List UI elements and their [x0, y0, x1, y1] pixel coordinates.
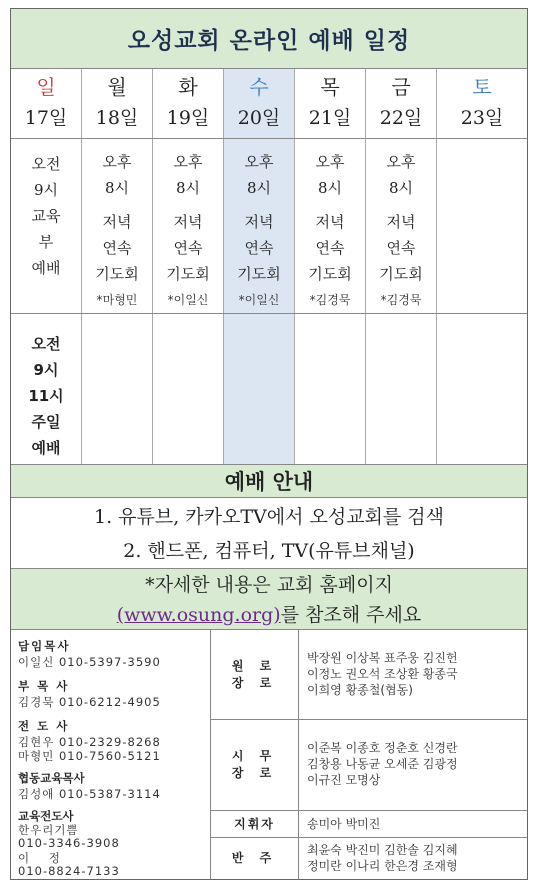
contact-line: 마형민 010-7560-5121	[18, 749, 161, 763]
header-divider	[11, 138, 527, 139]
contact-line: 김경묵 010-6212-4905	[18, 695, 161, 709]
contact-line: 한우리기쁨	[18, 823, 79, 837]
text-line: 기도회	[379, 265, 423, 283]
text-line: 오후	[173, 153, 203, 171]
day-name: 화	[178, 75, 198, 99]
leader-name: *이일신	[167, 293, 209, 307]
committee-names: 이준복 이종호 정춘호 신경란 김창용 나동균 오세준 김광정 이규진 모명상	[307, 741, 458, 787]
contact-line: 김성애 010-5387-3114	[18, 787, 161, 801]
notice-line: *자세한 내용은 교회 홈페이지	[145, 574, 393, 596]
text-line: 저녁	[315, 213, 345, 231]
text-line: 오전	[31, 335, 61, 353]
evening-prayer-cell	[366, 149, 436, 287]
text-line: 오후	[315, 153, 345, 171]
evening-prayer-cell	[153, 149, 223, 287]
guide-items	[11, 498, 527, 568]
staff-directory	[11, 630, 527, 879]
day-column-wed	[224, 69, 295, 464]
role-label: 전 도 사	[18, 719, 70, 733]
leader-name: *김경묵	[309, 293, 351, 307]
day-column-sat	[437, 69, 527, 464]
homepage-notice	[11, 568, 527, 630]
role-label: 협동교육목사	[18, 771, 85, 785]
contact-line: 김현우 010-2329-8268	[18, 735, 161, 749]
page-title: 오성교회 온라인 예배 일정	[11, 9, 527, 69]
notice-line-2	[11, 600, 527, 630]
text-line: 8시	[246, 179, 272, 197]
sunday-education-service	[11, 151, 81, 281]
text-line: 오후	[386, 153, 416, 171]
day-column-sun	[11, 69, 82, 464]
contact-line: 이 정	[18, 851, 61, 865]
evening-prayer-cell	[82, 149, 152, 287]
text-line: 기도회	[237, 265, 281, 283]
text-line: 예배	[31, 259, 61, 277]
committee-row	[211, 811, 527, 838]
text-line: 연속	[386, 239, 416, 257]
text-line: 오후	[244, 153, 274, 171]
text-line: 기도회	[166, 265, 210, 283]
text-line: 저녁	[102, 213, 132, 231]
notice-suffix: 를 참조해 주세요	[280, 604, 422, 626]
committee-row	[211, 630, 527, 720]
day-date: 22일	[379, 107, 423, 129]
day-name: 토	[472, 75, 492, 99]
text-line: 기도회	[95, 265, 139, 283]
guide-item: 2. 핸드폰, 컴퓨터, TV(유튜브채널)	[123, 540, 415, 562]
text-line: 저녁	[386, 213, 416, 231]
day-name: 목	[320, 75, 340, 99]
text-line: 11시	[28, 387, 64, 405]
text-line: 교육	[31, 207, 61, 225]
committee-label: 시 무 장 로	[211, 720, 299, 810]
day-column-mon	[82, 69, 153, 464]
row-divider	[11, 313, 527, 314]
sunday-worship-service	[11, 331, 81, 461]
committee-label: 원 로 장 로	[211, 630, 299, 719]
committee-names: 박장원 이상복 표주웅 김진헌 이정노 권오석 조상환 황종국 이희영 황종철(협동)	[307, 651, 458, 697]
day-date: 21일	[308, 107, 352, 129]
day-column-thu	[295, 69, 366, 464]
contact-line: 010-3346-3908	[18, 836, 120, 850]
evening-prayer-cell	[224, 149, 294, 287]
day-name: 수	[249, 75, 269, 99]
homepage-link[interactable]: (www.osung.org)	[116, 604, 281, 626]
day-date: 17일	[24, 107, 68, 129]
day-date: 19일	[166, 107, 210, 129]
committee-names: 송미아 박미진	[307, 817, 381, 831]
day-column-tue	[153, 69, 224, 464]
day-name: 월	[107, 75, 127, 99]
text-line: 주일	[31, 413, 61, 431]
committee-names: 최윤숙 박진미 김한솔 김지혜 정미란 이나리 한은경 조재형	[307, 843, 458, 873]
role-label: 담임목사	[18, 639, 71, 653]
leader-name: *이일신	[238, 293, 280, 307]
schedule-frame	[10, 8, 528, 880]
contact-line: 010-8824-7133	[18, 864, 120, 878]
text-line: 8시	[388, 179, 414, 197]
text-line: 기도회	[308, 265, 352, 283]
text-line: 오전	[31, 155, 61, 173]
text-line: 저녁	[173, 213, 203, 231]
text-line: 연속	[102, 239, 132, 257]
text-line: 연속	[315, 239, 345, 257]
text-line: 연속	[173, 239, 203, 257]
text-line: 8시	[104, 179, 130, 197]
day-column-fri	[366, 69, 437, 464]
committee-row	[211, 838, 527, 879]
day-name: 일	[36, 75, 56, 99]
guide-item: 1. 유튜브, 카카오TV에서 오성교회를 검색	[93, 506, 445, 528]
evening-prayer-cell	[295, 149, 365, 287]
role-label: 교육전도사	[18, 809, 74, 823]
committee-table	[211, 630, 527, 879]
guide-title: 예배 안내	[11, 464, 527, 498]
text-line: 예배	[31, 439, 61, 457]
leader-name: *김경묵	[380, 293, 422, 307]
day-name: 금	[391, 75, 411, 99]
text-line: 부	[38, 233, 54, 251]
committee-label: 지휘자	[211, 811, 299, 837]
text-line: 연속	[244, 239, 274, 257]
committee-label: 반 주	[211, 838, 299, 879]
day-date: 20일	[237, 107, 281, 129]
text-line: 9시	[33, 181, 59, 199]
contact-line: 이일신 010-5397-3590	[18, 655, 161, 669]
day-date: 23일	[460, 107, 504, 129]
text-line: 8시	[317, 179, 343, 197]
text-line: 8시	[175, 179, 201, 197]
text-line: 9시	[33, 361, 59, 379]
day-date: 18일	[95, 107, 139, 129]
committee-row	[211, 720, 527, 811]
text-line: 오후	[102, 153, 132, 171]
leader-name: *마형민	[96, 293, 138, 307]
pastor-contacts	[11, 630, 211, 879]
text-line: 저녁	[244, 213, 274, 231]
role-label: 부 목 사	[18, 679, 70, 693]
